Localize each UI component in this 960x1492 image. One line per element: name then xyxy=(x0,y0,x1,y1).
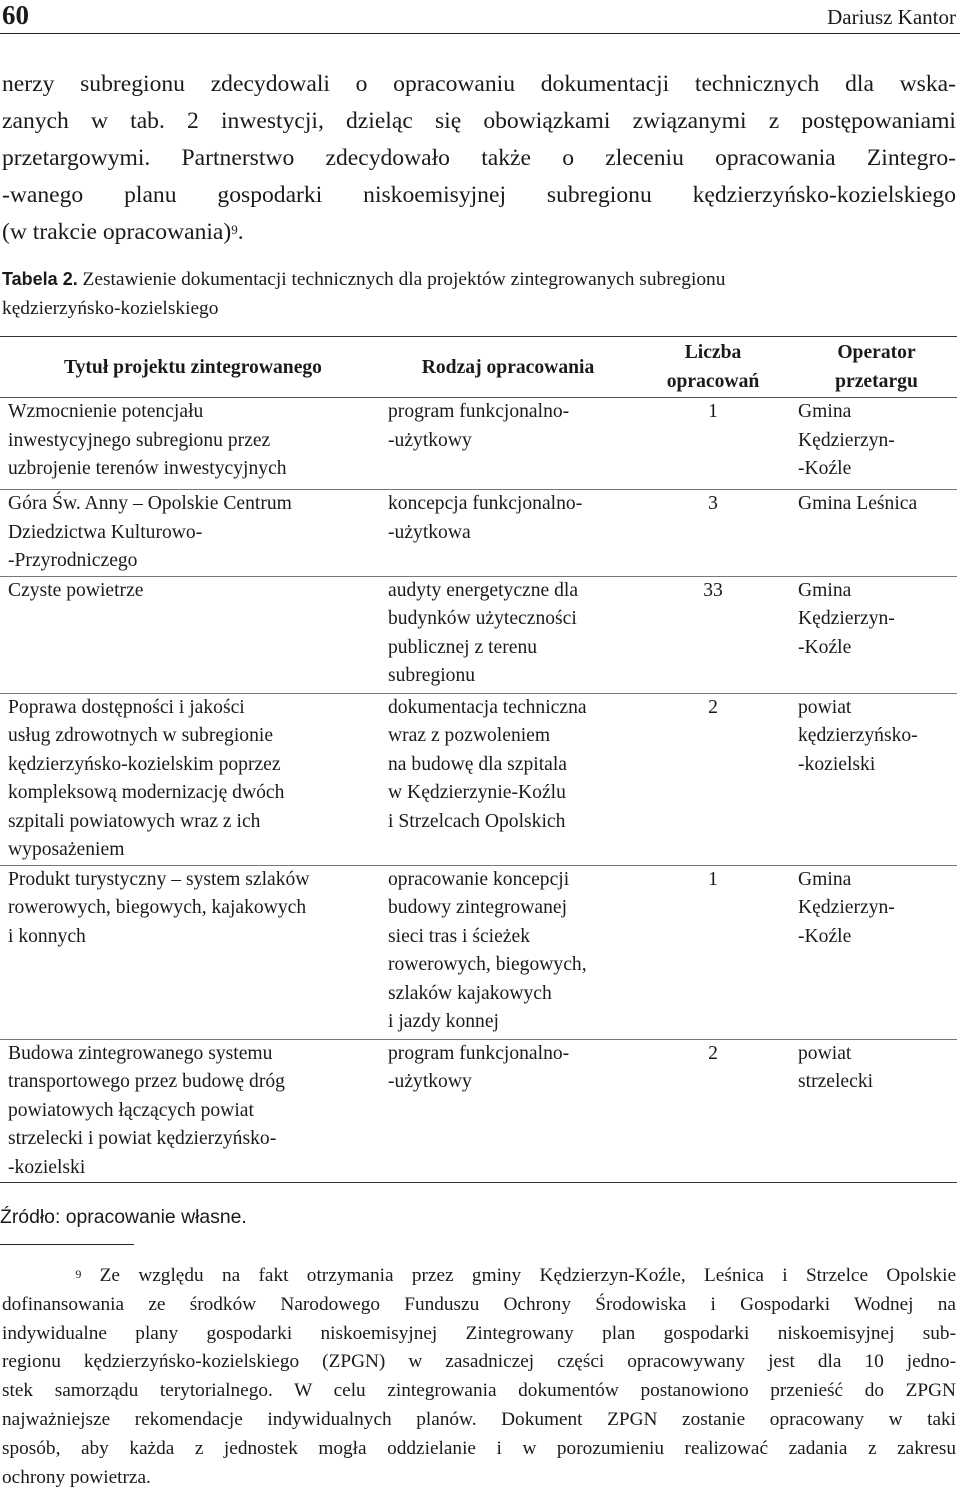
cell-count: 2 xyxy=(630,693,796,865)
cell-title: Poprawa dostępności i jakości usług zdrowotnych w subregionie kędzierzyńsko-kozielskim poprzez kompleksową modernizację dwóch szpitali powiatowych wraz z ich wyposażeniem xyxy=(0,693,386,865)
cell-title: Produkt turystyczny – system szlaków rowerowych, biegowych, kajakowych i konnych xyxy=(0,865,386,1039)
body-line: nerzy subregionu zdecydowali o opracowaniu dokumentacji technicznych dla wska- xyxy=(2,71,956,97)
cell-operator: Gmina Kędzierzyn- -Koźle xyxy=(796,865,957,1039)
body-line: zanych w tab. 2 inwestycji, dzieląc się obowiązkami związanymi z postępowaniami xyxy=(2,108,956,134)
footnote-line: stek samorządu terytorialnego. W celu zintegrowania dokumentów postanowiono przenieść do ZPGN xyxy=(2,1380,956,1402)
footnote-line: dofinansowania ze środków Narodowego Funduszu Ochrony Środowiska i Gospodarki Wodnej na xyxy=(2,1293,956,1315)
footnote-line xyxy=(2,1262,956,1291)
cell-operator: Gmina Leśnica xyxy=(796,490,957,577)
footnote xyxy=(2,1262,956,1492)
cell-count: 1 xyxy=(630,865,796,1039)
page-number: 60 xyxy=(2,0,29,30)
footnote-line: indywidualne plany gospodarki niskoemisyjnej Zintegrowany plan gospodarki niskoemisyjnej sub- xyxy=(2,1322,956,1344)
cell-type: audyty energetyczne dla budynków użyteczności publicznej z terenu subregionu xyxy=(386,576,630,693)
footnote-separator xyxy=(0,1244,134,1245)
cell-title: Góra Św. Anny – Opolskie Centrum Dziedzictwa Kulturowo- -Przyrodniczego xyxy=(0,490,386,577)
footnote-first-text: Ze względu na fakt otrzymania przez gminy Kędzierzyn-Koźle, Leśnica i Strzelce Opolskie xyxy=(81,1265,957,1286)
header-title: Tytuł projektu zintegrowanego xyxy=(0,337,386,398)
table-row xyxy=(0,576,957,693)
cell-title: Czyste powietrze xyxy=(0,576,386,693)
cell-count: 33 xyxy=(630,576,796,693)
body-end-punct: . xyxy=(237,219,244,245)
caption-line: kędzierzyńsko-kozielskiego xyxy=(2,298,219,319)
cell-operator: powiat kędzierzyńsko- -kozielski xyxy=(796,693,957,865)
cell-type: program funkcjonalno- -użytkowy xyxy=(386,1039,630,1183)
cell-count: 1 xyxy=(708,401,718,422)
table-row xyxy=(0,693,957,865)
documentation-table xyxy=(0,336,957,1183)
table-container xyxy=(0,336,957,1183)
table-caption xyxy=(2,265,956,323)
running-head-author: Dariusz Kantor xyxy=(827,5,956,29)
table-row xyxy=(0,490,957,577)
cell-title: Budowa zintegrowanego systemu transportowego przez budowę dróg powiatowych łączących powiat strzelecki i powiat kędzierzyńsko- -kozielski xyxy=(0,1039,386,1183)
table-row xyxy=(0,865,957,1039)
cell-operator: Gmina Kędzierzyn- -Koźle xyxy=(796,576,957,693)
caption-label: Tabela 2. xyxy=(2,269,78,289)
page-header xyxy=(0,0,960,34)
cell-type: koncepcja funkcjonalno- -użytkowa xyxy=(386,490,630,577)
header-count: Liczba opracowań xyxy=(630,337,796,398)
footnote-line: regionu kędzierzyńsko-kozielskiego (ZPGN) w zasadniczej części opracowywany jest dla 10 jedno- xyxy=(2,1351,956,1373)
footnote-marker: 9 xyxy=(75,1267,82,1281)
table-source-note: Źródło: opracowanie własne. xyxy=(0,1206,247,1228)
caption-line xyxy=(2,265,956,294)
footnote-line: ochrony powietrza. xyxy=(2,1466,151,1488)
cell-count: 3 xyxy=(630,490,796,577)
body-line: -wanego planu gospodarki niskoemisyjnej subregionu kędzierzyńsko-kozielskiego xyxy=(2,182,956,208)
cell-title: Wzmocnienie potencjału inwestycyjnego subregionu przez uzbrojenie terenów inwestycyjnych xyxy=(8,401,287,479)
table-row xyxy=(0,398,957,490)
footnote-line: najważniejsze rekomendacje indywidualnych planów. Dokument ZPGN zostanie opracowany w taki xyxy=(2,1408,956,1430)
caption-text: Zestawienie dokumentacji technicznych dla projektów zintegrowanych subregionu xyxy=(77,269,726,290)
cell-type: program funkcjonalno- -użytkowy xyxy=(388,401,570,451)
table-row xyxy=(0,1039,957,1183)
body-line: przetargowymi. Partnerstwo zdecydowało także o zleceniu opracowania Zintegro- xyxy=(2,145,956,171)
cell-type: dokumentacja techniczna wraz z pozwoleniem na budowę dla szpitala w Kędzierzynie-Koźlu i Strzelcach Opolskich xyxy=(386,693,630,865)
table-header-row xyxy=(0,337,957,398)
cell-type: opracowanie koncepcji budowy zintegrowanej sieci tras i ścieżek rowerowych, biegowych, szlaków kajakowych i jazdy konnej xyxy=(386,865,630,1039)
body-line xyxy=(2,214,956,251)
header-type: Rodzaj opracowania xyxy=(386,337,630,398)
body-paragraph xyxy=(2,66,956,251)
cell-count: 2 xyxy=(630,1039,796,1183)
cell-operator: powiat strzelecki xyxy=(796,1039,957,1183)
footnote-line: sposób, aby każda z jednostek mogła oddzielanie i w porozumieniu realizować zadania z zakresu xyxy=(2,1437,956,1459)
header-operator: Operator przetargu xyxy=(796,337,957,398)
cell-operator: Gmina Kędzierzyn- -Koźle xyxy=(798,401,895,479)
footnote-reference[interactable]: 9 xyxy=(231,222,238,237)
body-line-text: (w trakcie opracowania) xyxy=(2,219,232,245)
